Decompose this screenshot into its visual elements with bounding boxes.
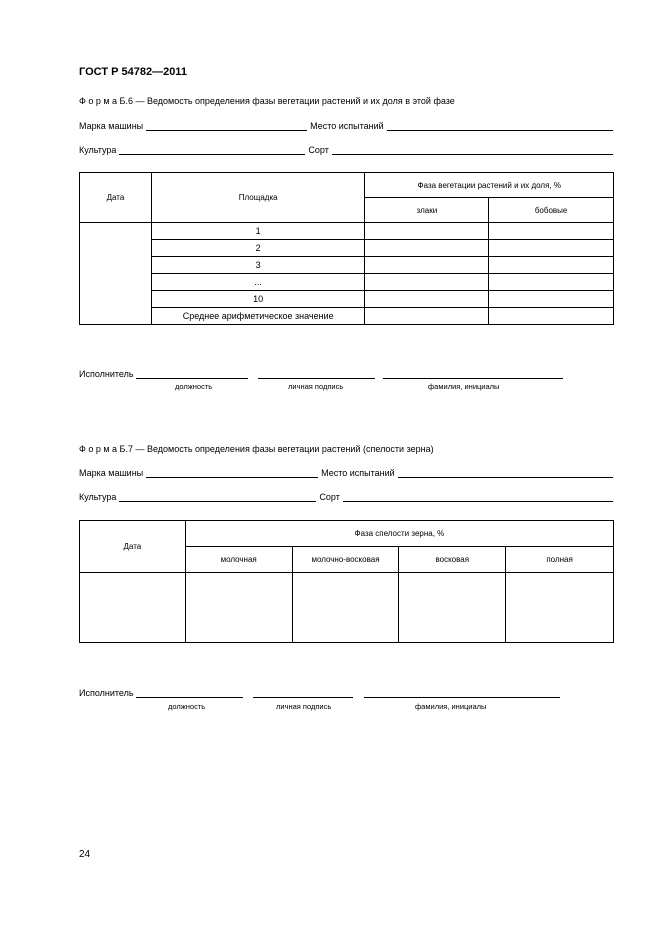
variety-field[interactable] — [332, 146, 613, 155]
legumes-cell[interactable] — [489, 308, 614, 325]
variety-label: Сорт — [319, 492, 340, 502]
cereals-cell[interactable] — [365, 291, 489, 308]
legumes-cell[interactable] — [489, 274, 614, 291]
form-b7-table — [79, 520, 614, 643]
plot-row-2: 2 — [151, 240, 365, 257]
header-full: полная — [506, 547, 614, 573]
form-b7-culture-row — [79, 492, 613, 502]
date-cell[interactable] — [80, 573, 186, 643]
position-caption: должность — [168, 702, 206, 711]
cereals-cell[interactable] — [365, 274, 489, 291]
name-field[interactable] — [364, 689, 560, 698]
place-label: Место испытаний — [310, 121, 384, 131]
machine-label: Марка машины — [79, 121, 144, 131]
signature-field[interactable] — [253, 689, 353, 698]
form-b7-title: Ф о р м а Б.7 — Ведомость определения фазы вегетации растений (спелости зерна) — [79, 444, 434, 454]
plot-row-10: 10 — [151, 291, 365, 308]
machine-label: Марка машины — [79, 468, 144, 478]
legumes-cell[interactable] — [489, 240, 614, 257]
header-wax: восковая — [399, 547, 506, 573]
header-milk: молочная — [185, 547, 292, 573]
plot-row-average: Среднее арифметическое значение — [151, 308, 365, 325]
header-cereals: злаки — [365, 198, 489, 223]
signature-field[interactable] — [258, 370, 375, 379]
position-field[interactable] — [136, 370, 248, 379]
form-b6-title: Ф о р м а Б.6 — Ведомость определения фазы вегетации растений и их доля в этой фазе — [79, 96, 455, 106]
culture-field[interactable] — [119, 493, 316, 502]
header-plot: Площадка — [151, 173, 365, 223]
legumes-cell[interactable] — [489, 223, 614, 240]
header-date: Дата — [80, 173, 152, 223]
full-cell[interactable] — [506, 573, 614, 643]
form-b7-executor-row — [79, 688, 560, 698]
position-caption: должность — [175, 382, 213, 391]
variety-label: Сорт — [308, 145, 329, 155]
culture-label: Культура — [79, 145, 117, 155]
document-code: ГОСТ Р 54782—2011 — [79, 66, 187, 78]
place-label: Место испытаний — [321, 468, 395, 478]
header-ripeness: Фаза спелости зерна, % — [185, 521, 613, 547]
executor-label: Исполнитель — [79, 369, 134, 379]
header-milk-wax: молочно-восковая — [292, 547, 399, 573]
form-b6-table — [79, 172, 614, 325]
name-caption: фамилия, инициалы — [428, 382, 500, 391]
cereals-cell[interactable] — [365, 257, 489, 274]
place-field[interactable] — [398, 469, 613, 478]
header-date: Дата — [80, 521, 186, 573]
machine-field[interactable] — [146, 469, 318, 478]
executor-label: Исполнитель — [79, 688, 134, 698]
legumes-cell[interactable] — [489, 257, 614, 274]
name-caption: фамилия, инициалы — [415, 702, 487, 711]
name-field[interactable] — [383, 370, 563, 379]
form-b6-culture-row — [79, 145, 613, 155]
legumes-cell[interactable] — [489, 291, 614, 308]
place-field[interactable] — [387, 122, 613, 131]
position-field[interactable] — [136, 689, 243, 698]
milk-wax-cell[interactable] — [292, 573, 399, 643]
header-legumes: бобовые — [489, 198, 614, 223]
signature-caption: личная подпись — [288, 382, 344, 391]
cereals-cell[interactable] — [365, 223, 489, 240]
header-phase: Фаза вегетации растений и их доля, % — [365, 173, 614, 198]
machine-field[interactable] — [146, 122, 307, 131]
plot-row-1: 1 — [151, 223, 365, 240]
culture-field[interactable] — [119, 146, 305, 155]
culture-label: Культура — [79, 492, 117, 502]
milk-cell[interactable] — [185, 573, 292, 643]
page-number: 24 — [79, 849, 91, 860]
signature-caption: личная подпись — [276, 702, 332, 711]
cereals-cell[interactable] — [365, 308, 489, 325]
date-cell[interactable] — [80, 223, 152, 325]
plot-row-3: 3 — [151, 257, 365, 274]
plot-row-ellipsis: ... — [151, 274, 365, 291]
wax-cell[interactable] — [399, 573, 506, 643]
form-b6-executor-row — [79, 369, 563, 379]
form-b6-machine-row — [79, 121, 613, 131]
cereals-cell[interactable] — [365, 240, 489, 257]
variety-field[interactable] — [343, 493, 613, 502]
form-b7-machine-row — [79, 468, 613, 478]
